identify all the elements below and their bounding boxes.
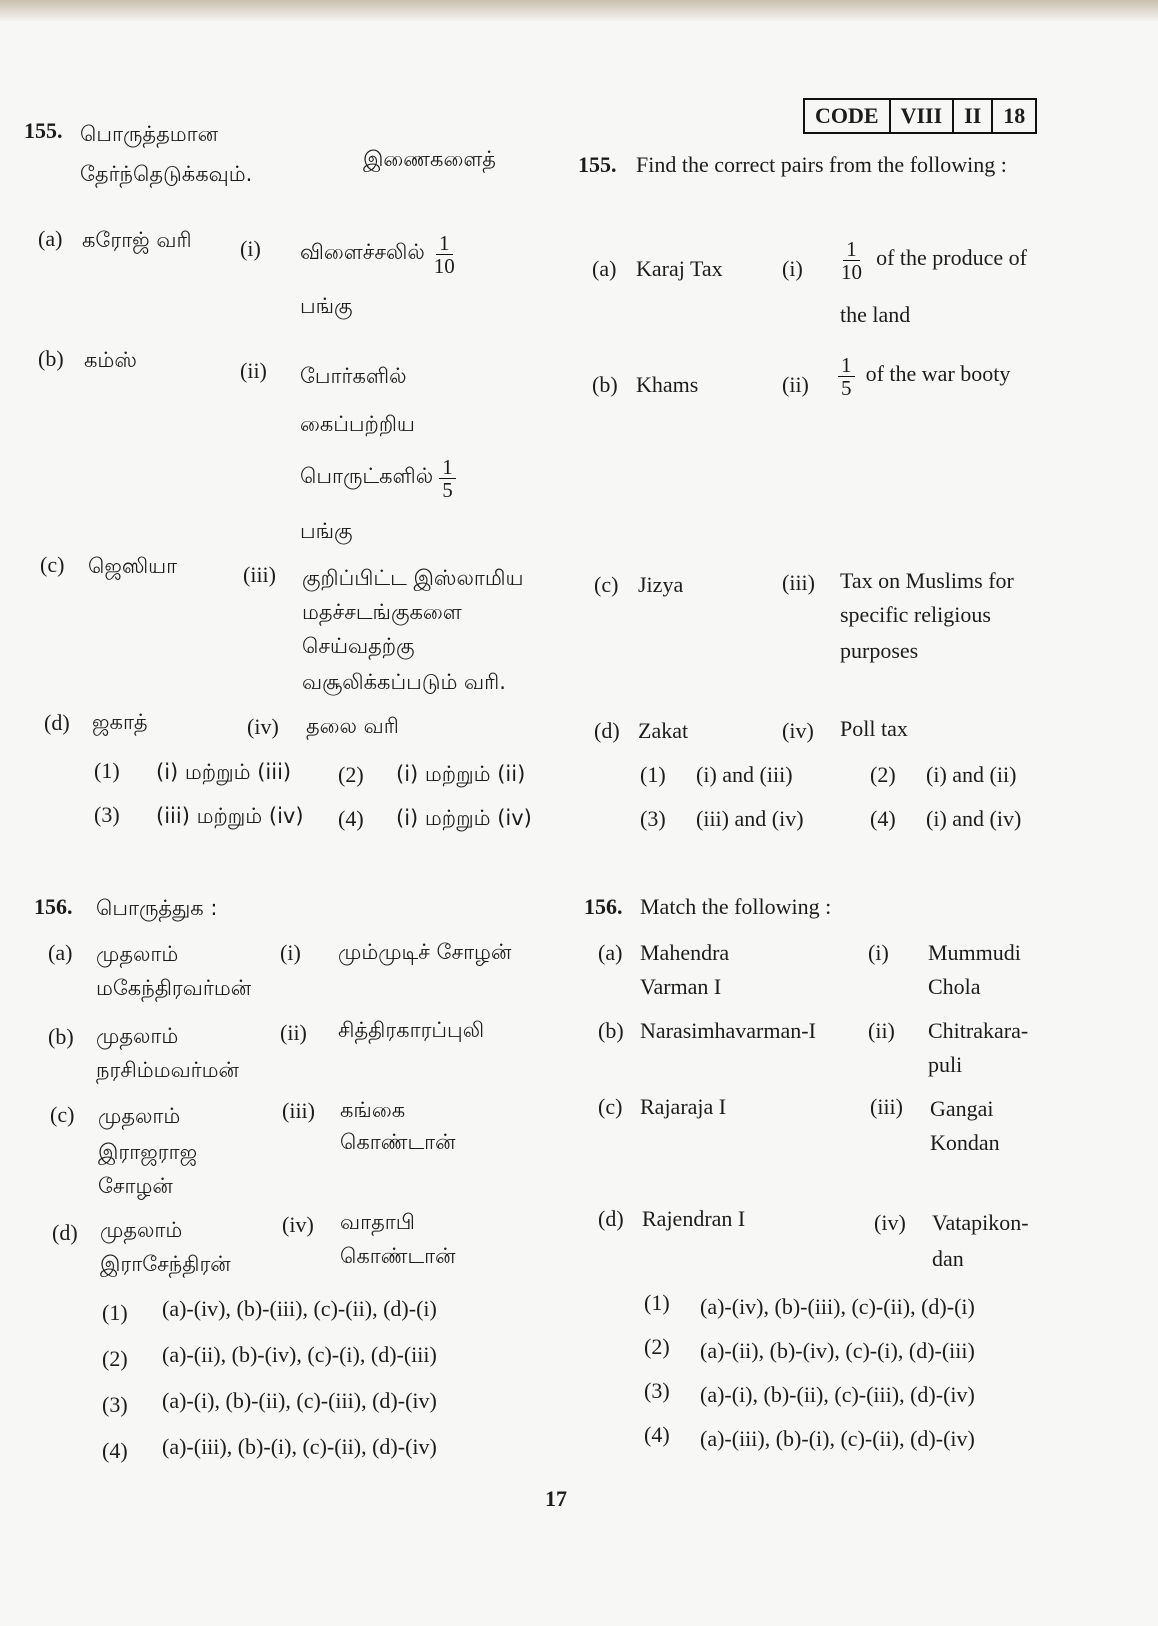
q156-ta-ii-l1: சித்திரகாரப்புலி <box>338 1018 485 1042</box>
q156-ta-option-4: (a)-(iii), (b)-(i), (c)-(ii), (d)-(iv) <box>162 1434 437 1459</box>
q156-ta-b-l1: முதலாம் <box>96 1024 179 1048</box>
q156-en-ii-l2: puli <box>928 1052 963 1077</box>
q155-en-ii-line1: of the war booty <box>865 361 1011 386</box>
frac-den: 5 <box>442 478 453 502</box>
q155-en-option-2: (i) and (ii) <box>926 762 1017 787</box>
frac-num: 1 <box>843 238 860 261</box>
q155-en-d-term: Zakat <box>638 718 689 743</box>
q156-en-iv-l1: Vatapikon- <box>932 1210 1029 1235</box>
q155-en-iv-line1: Poll tax <box>840 716 908 741</box>
q155-en-option-4: (i) and (iv) <box>926 806 1022 831</box>
q156-ta-iv-l2: கொண்டான் <box>340 1244 456 1268</box>
q155-en-i-text <box>838 238 1027 283</box>
q155-en-option-2-num: (2) <box>870 762 896 787</box>
page-number: 17 <box>545 1486 567 1511</box>
q156-ta-b-label: (b) <box>48 1024 74 1049</box>
q155-en-i-label: (i) <box>782 256 803 281</box>
frac-num: 1 <box>838 354 855 377</box>
q156-ta-c-l2: இராஜராஜ <box>98 1140 198 1164</box>
q155-ta-b-term: கம்ஸ் <box>84 348 137 372</box>
q155-ta-iii-line3: செய்வதற்கு <box>302 634 415 658</box>
q156-ta-option-3-num: (3) <box>102 1392 128 1417</box>
q156-en-option-4: (a)-(iii), (b)-(i), (c)-(ii), (d)-(iv) <box>700 1426 975 1451</box>
q156-en-option-4-num: (4) <box>644 1422 670 1447</box>
q155-ta-iii-line2: மதச்சடங்குகளை <box>302 600 462 624</box>
q155-en-a-term: Karaj Tax <box>636 256 723 281</box>
q156-en-a-label: (a) <box>598 940 623 965</box>
q156-ta-d-l2: இராசேந்திரன் <box>100 1252 231 1276</box>
code-series: VIII <box>891 100 955 132</box>
code-set: II <box>954 100 993 132</box>
q156-ta-a-l2: மகேந்திரவர்மன் <box>96 976 252 1000</box>
q155-ta-d-term: ஜகாத் <box>92 710 148 734</box>
q155-ta-ii-line2: கைப்பற்றிய <box>300 412 415 436</box>
q155-en-option-1-num: (1) <box>640 762 666 787</box>
frac-num: 1 <box>436 232 453 255</box>
q156-ta-c-l1: முதலாம் <box>98 1104 181 1128</box>
q155-en-ii-label: (ii) <box>782 372 809 397</box>
code-label: CODE <box>805 100 891 132</box>
frac-den: 10 <box>841 260 862 284</box>
q155-en-i-line2: the land <box>840 302 911 327</box>
q156-ta-iii-l2: கொண்டான் <box>340 1130 456 1154</box>
q155-en-iii-line1: Tax on Muslims for <box>840 568 1014 593</box>
q155-ta-option-3: (iii) மற்றும் (iv) <box>156 804 304 828</box>
q155-ta-ii-line4: பங்கு <box>300 519 353 543</box>
q156-question-en: Match the following : <box>640 894 832 919</box>
q155-ta-option-2: (i) மற்றும் (ii) <box>396 762 526 786</box>
frac-den: 5 <box>841 376 852 400</box>
q156-ta-a-label: (a) <box>48 940 73 965</box>
q155-question-ta-line2: இணைகளைத் <box>363 147 496 171</box>
q156-en-i-label: (i) <box>868 940 889 965</box>
q155-number-en: 155. <box>578 152 617 177</box>
q156-en-c-label: (c) <box>598 1094 623 1119</box>
q155-en-option-4-num: (4) <box>870 806 896 831</box>
q156-ta-option-1: (a)-(iv), (b)-(iii), (c)-(ii), (d)-(i) <box>162 1296 437 1321</box>
q156-en-iv-l2: dan <box>932 1246 964 1271</box>
q155-ta-option-4-num: (4) <box>338 806 364 831</box>
q155-en-option-3-num: (3) <box>640 806 666 831</box>
q155-ta-iii-label: (iii) <box>243 562 276 587</box>
q156-en-option-3: (a)-(i), (b)-(ii), (c)-(iii), (d)-(iv) <box>700 1382 975 1407</box>
q156-ta-option-2: (a)-(ii), (b)-(iv), (c)-(i), (d)-(iii) <box>162 1342 437 1367</box>
q156-en-i-l1: Mummudi <box>928 940 1021 965</box>
q155-ta-i-line1: விளைச்சலில் <box>300 240 425 264</box>
q155-ta-i-text <box>300 232 458 277</box>
q155-ta-iii-line4: வசூலிக்கப்படும் வரி. <box>302 670 506 694</box>
q155-en-a-label: (a) <box>592 256 617 281</box>
q156-ta-iii-l1: கங்கை <box>340 1098 406 1122</box>
q155-question-ta-line1: பொருத்தமான <box>80 122 218 146</box>
q155-en-iii-line3: purposes <box>840 638 919 663</box>
q156-en-d-l1: Rajendran I <box>642 1206 746 1231</box>
q155-ta-c-label: (c) <box>40 552 65 577</box>
q155-question-ta-line3: தேர்ந்தெடுக்கவும். <box>80 162 253 186</box>
q156-en-i-l2: Chola <box>928 974 981 999</box>
q156-ta-d-l1: முதலாம் <box>100 1218 183 1242</box>
q156-en-option-2-num: (2) <box>644 1334 670 1359</box>
q156-en-c-l1: Rajaraja I <box>640 1094 727 1119</box>
q156-ta-iv-label: (iv) <box>282 1212 314 1237</box>
q155-ta-ii-line3: பொருட்களில் <box>300 464 434 488</box>
q155-ta-d-label: (d) <box>44 710 70 735</box>
q156-en-option-2: (a)-(ii), (b)-(iv), (c)-(i), (d)-(iii) <box>700 1338 975 1363</box>
q155-ta-option-1-num: (1) <box>94 758 120 783</box>
q156-en-iii-l1: Gangai <box>930 1096 994 1121</box>
q155-ta-option-3-num: (3) <box>94 802 120 827</box>
q156-en-option-3-num: (3) <box>644 1378 670 1403</box>
q155-number-ta: 155. <box>24 118 63 143</box>
q155-question-en: Find the correct pairs from the following : <box>636 152 1007 177</box>
q156-ta-b-l2: நரசிம்மவர்மன் <box>96 1058 239 1082</box>
q156-ta-d-label: (d) <box>52 1220 78 1245</box>
q156-en-ii-label: (ii) <box>868 1018 895 1043</box>
q156-ta-iv-l1: வாதாபி <box>340 1210 415 1234</box>
q155-en-d-label: (d) <box>594 718 620 743</box>
q156-en-iii-l2: Kondan <box>930 1130 1000 1155</box>
q156-ta-c-l3: சோழன் <box>98 1174 173 1198</box>
q156-en-b-l1: Narasimhavarman-I <box>640 1018 816 1043</box>
q155-ta-iv-label: (iv) <box>247 714 279 739</box>
q156-ta-ii-label: (ii) <box>280 1020 307 1045</box>
code-box <box>803 98 1037 134</box>
q156-en-iv-label: (iv) <box>874 1210 906 1235</box>
q156-en-option-1: (a)-(iv), (b)-(iii), (c)-(ii), (d)-(i) <box>700 1294 975 1319</box>
q155-en-b-term: Khams <box>636 372 699 397</box>
q155-en-ii-text <box>838 354 1010 399</box>
q156-en-b-label: (b) <box>598 1018 624 1043</box>
q156-number-en: 156. <box>584 894 623 919</box>
q156-en-iii-label: (iii) <box>870 1094 903 1119</box>
q156-question-ta: பொருத்துக : <box>96 896 218 920</box>
q156-ta-a-l1: முதலாம் <box>96 942 179 966</box>
frac-num: 1 <box>439 456 456 479</box>
q155-ta-i-line2: பங்கு <box>300 294 353 318</box>
q155-ta-b-label: (b) <box>38 346 64 371</box>
q155-en-i-line1: of the produce of <box>876 245 1027 270</box>
q156-ta-option-2-num: (2) <box>102 1346 128 1371</box>
q155-ta-a-term: கரோஜ் வரி <box>82 228 192 252</box>
q155-ta-option-2-num: (2) <box>338 762 364 787</box>
q155-ta-ii-text <box>300 456 456 501</box>
q155-ta-ii-label: (ii) <box>240 358 267 383</box>
q155-en-iv-label: (iv) <box>782 718 814 743</box>
q155-ta-c-term: ஜெஸியா <box>88 554 178 578</box>
q155-en-c-term: Jizya <box>638 572 684 597</box>
q155-ta-option-1: (i) மற்றும் (iii) <box>156 760 292 784</box>
q155-ta-option-4: (i) மற்றும் (iv) <box>396 806 532 830</box>
q155-ta-i-label: (i) <box>240 236 261 261</box>
q156-ta-i-label: (i) <box>280 940 301 965</box>
q155-en-b-label: (b) <box>592 372 618 397</box>
q156-ta-option-4-num: (4) <box>102 1438 128 1463</box>
q156-ta-iii-label: (iii) <box>282 1098 315 1123</box>
q155-ta-iv-line1: தலை வரி <box>306 714 399 738</box>
q156-en-a-l2: Varman I <box>640 974 722 999</box>
q155-en-option-3: (iii) and (iv) <box>696 806 804 831</box>
code-number: 18 <box>1003 103 1026 128</box>
q155-ta-iii-line1: குறிப்பிட்ட இஸ்லாமிய <box>302 566 524 590</box>
q156-ta-i-l1: மும்முடிச் சோழன் <box>338 940 512 964</box>
fraction-one-fifth <box>439 456 456 501</box>
q155-en-option-1: (i) and (iii) <box>696 762 793 787</box>
frac-den: 10 <box>433 254 455 278</box>
fraction-one-fifth <box>838 354 855 399</box>
q155-ta-a-label: (a) <box>38 226 63 251</box>
q156-en-option-1-num: (1) <box>644 1290 670 1315</box>
q156-en-ii-l1: Chitrakara- <box>928 1018 1029 1043</box>
q155-ta-ii-line1: போர்களில் <box>300 364 407 388</box>
q156-number-ta: 156. <box>34 894 73 919</box>
q155-en-iii-line2: specific religious <box>840 602 991 627</box>
fraction-one-tenth <box>431 232 458 277</box>
q156-ta-option-3: (a)-(i), (b)-(ii), (c)-(iii), (d)-(iv) <box>162 1388 437 1413</box>
fraction-one-tenth <box>838 238 865 283</box>
q155-en-c-label: (c) <box>594 572 619 597</box>
q155-en-iii-label: (iii) <box>782 570 815 595</box>
page-top-shadow <box>0 0 1158 22</box>
q156-ta-option-1-num: (1) <box>102 1300 128 1325</box>
q156-en-d-label: (d) <box>598 1206 624 1231</box>
q156-en-a-l1: Mahendra <box>640 940 730 965</box>
q156-ta-c-label: (c) <box>50 1102 75 1127</box>
